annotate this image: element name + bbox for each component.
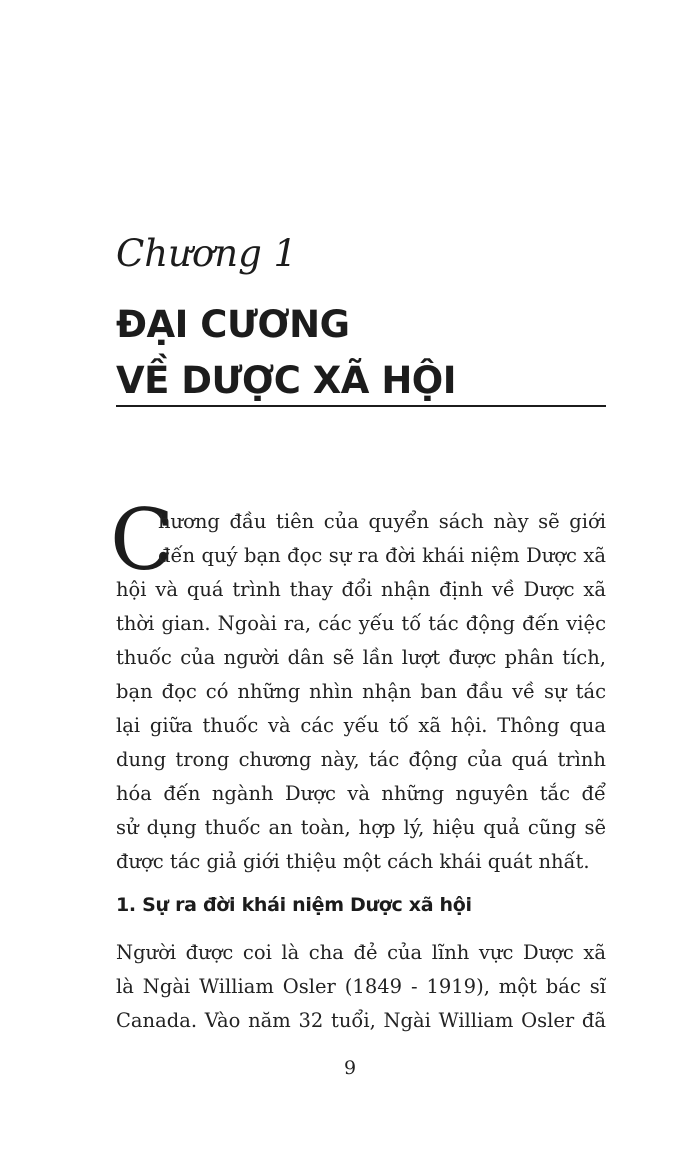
chapter-label: Chương 1 [116, 232, 298, 275]
intro-line: dung trong chương này, tác động của quá trình [116, 748, 606, 771]
intro-paragraph [116, 505, 606, 879]
drop-cap: C [110, 491, 175, 589]
section-line: là Ngài William Osler (1849 - 1919), một bác sĩ [116, 975, 606, 998]
intro-line: bạn đọc có những nhìn nhận ban đầu về sự tác [116, 680, 606, 703]
intro-line: đến quý bạn đọc sự ra đời khái niệm Dược xã [158, 544, 606, 567]
title-divider [116, 405, 606, 407]
section-line: Người được coi là cha đẻ của lĩnh vực Dược xã [116, 941, 606, 964]
section-line: Canada. Vào năm 32 tuổi, Ngài William Osler đã [116, 1009, 606, 1032]
intro-line: sử dụng thuốc an toàn, hợp lý, hiệu quả cũng sẽ [116, 816, 606, 839]
intro-line: hóa đến ngành Dược và những nguyên tắc để [116, 782, 606, 805]
intro-line: thời gian. Ngoài ra, các yếu tố tác động đến việc [116, 612, 606, 635]
intro-line: thuốc của người dân sẽ lần lượt được phân tích, [116, 646, 606, 669]
intro-line: được tác giả giới thiệu một cách khái quát nhất. [116, 850, 590, 873]
section-paragraph [116, 936, 606, 1038]
chapter-title-line-2: VỀ DƯỢC XÃ HỘI [116, 359, 457, 402]
chapter-title-line-1: ĐẠI CƯƠNG [116, 303, 350, 346]
section-heading: 1. Sự ra đời khái niệm Dược xã hội [116, 894, 472, 916]
intro-line: lại giữa thuốc và các yếu tố xã hội. Thông qua [116, 714, 606, 737]
page-number: 9 [343, 1057, 357, 1079]
intro-line: hương đầu tiên của quyển sách này sẽ giới [158, 510, 606, 533]
intro-line: hội và quá trình thay đổi nhận định về Dược xã [116, 578, 606, 601]
